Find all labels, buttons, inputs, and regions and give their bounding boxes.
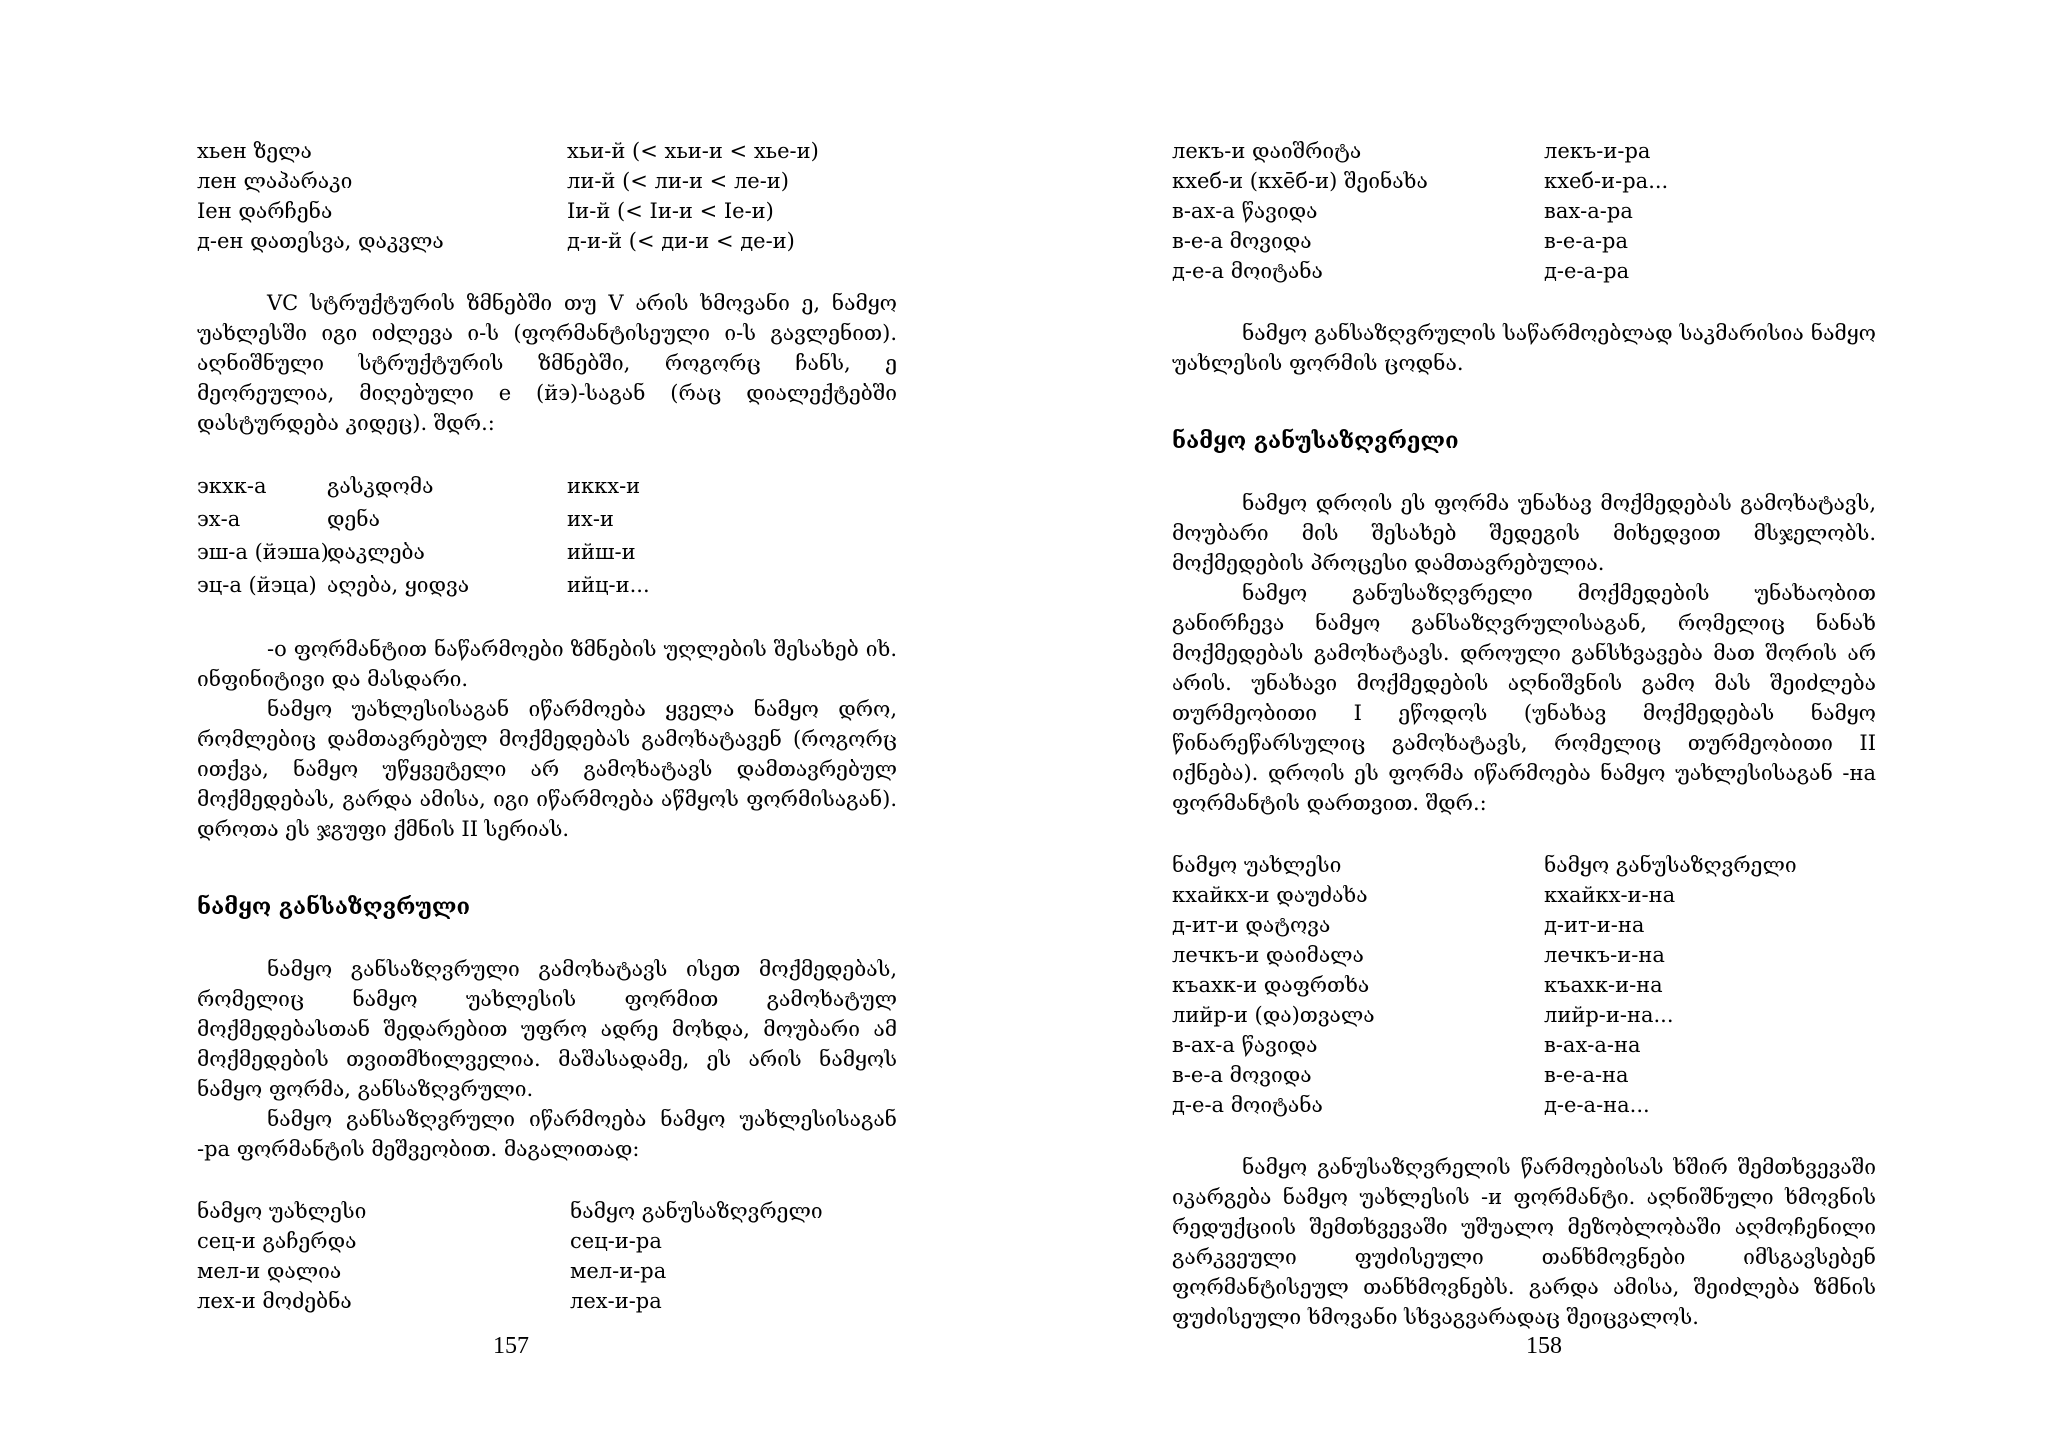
table-row: сец-и გაჩერდა сец-и-ра: [197, 1229, 662, 1253]
verb-table-5: [1172, 850, 1876, 1120]
verb-table-1: [197, 136, 897, 256]
paragraph: ნამყო განსაზღვრულის საწარმოებლად საკმარისია ნამყო უახლესის ფორმის ცოდნა.: [1172, 321, 1876, 375]
table-row: хьен ზელა хьи-й (< хьи-и < хье-и): [197, 139, 819, 163]
table-row: экхк-а გასკდომა иккх-и: [197, 474, 641, 498]
section-heading: ნამყო განსაზღვრული: [197, 894, 471, 920]
paragraph: -о ფორმანტით ნაწარმოები ზმნების უღლების შესახებ იხ. ინფინიტივი და მასდარი.: [197, 637, 897, 691]
table-row: къахк-и დაფრთხა къахк-и-на: [1172, 973, 1663, 997]
table-row: д-е-а მოიტანა д-е-а-ра: [1172, 259, 1630, 283]
table-row: кхеб-и (кхēб-и) შეინახა кхеб-и-ра...: [1172, 169, 1669, 193]
table-row: эх-а დენა их-и: [197, 507, 614, 531]
table-row: Іен დარჩენა Іи-й (< Іи-и < Іе-и): [197, 199, 774, 223]
verb-table-2: [197, 470, 897, 602]
table-row: мел-и დალია мел-и-ра: [197, 1259, 667, 1283]
table-row: в-ах-а წავიდა вах-а-ра: [1172, 199, 1633, 223]
paragraph: ნამყო უახლესისაგან იწარმოება ყველა ნამყო დრო, რომლებიც დამთავრებულ მოქმედებას გამოხატავენ (როგორც ითქვა, ნამყო უწყვეტელი არ გამოხატავს დამთავრებულ მოქმედებას, გარდა ამისა, იგი იწარმოება აწმყოს ფორმისაგან). დროთა ეს ჯგუფი ქმნის II სერიას.: [197, 697, 897, 841]
table-row: лечкъ-и დაიმალა лечкъ-и-на: [1172, 943, 1665, 967]
table-row: эц-а (йэца) აღება, ყიდვა ийц-и...: [197, 573, 650, 597]
paragraph: ნამყო განსაზღვრული გამოხატავს ისეთ მოქმედებას, რომელიც ნამყო უახლესის ფორმით გამოხატულ მოქმედებასთან შედარებით უფრო ადრე მოხდა, მოუბარი ამ მოქმედების თვითმხილველია. მაშასადამე, ეს არის ნამყოს ნამყო ფორმა, განსაზღვრული.: [197, 957, 897, 1101]
right-page-content: [1172, 136, 1876, 1332]
table-row: лен ლაპარაკი ли-й (< ли-и < ле-и): [197, 169, 789, 193]
paragraph: ნამყო განუსაზღვრელი მოქმედების უნახაობით განირჩევა ნამყო განსაზღვრულისაგან, რომელიც ნანახ მოქმედებას გამოხატავს. დროული განსხვავება მათ შორის არ არის. უნახავი მოქმედების აღნიშვნის გამო მას შეიძლება თურმეობითი I ეწოდოს (უნახავ მოქმედებას ნამყო წინარეწარსულიც გამოხატავს, რომელიც თურმეობითი II იქნება). დროის ეს ფორმა იწარმოება ნამყო უახლესისაგან -на ფორმანტის დართვით. შდრ.:: [1172, 581, 1876, 815]
table-row: эш-а (йэша) დაკლება ийш-и: [197, 540, 636, 564]
section-heading: ნამყო განუსაზღვრელი: [1172, 428, 1459, 454]
table-row: лех-и მოძებნა лех-и-ра: [197, 1289, 662, 1313]
paragraph: VC სტრუქტურის ზმნებში თუ V არის ხმოვანი ე, ნამყო უახლესში იგი იძლევა ი-ს (ფორმანტისეული ი-ს გავლენით). აღნიშნული სტრუქტურის ზმნებში, როგორც ჩანს, ე მეორეულია, მიღებული е (йэ)-საგან (რაც დიალექტებში დასტურდება კიდეც). შდრ.:: [197, 291, 897, 435]
table-row: лийр-и (და)თვალა лийр-и-на...: [1172, 1003, 1674, 1027]
right-page: [1024, 0, 2048, 1447]
table-row: д-ит-и დატოვა д-ит-и-на: [1172, 913, 1645, 937]
table-header-row: ნამყო უახლესი ნამყო განუსაზღვრელი: [1172, 853, 1797, 877]
paragraph: ნამყო განუსაზღვრელის წარმოებისას ხშირ შემთხვევაში იკარგება ნამყო უახლესის -и ფორმანტი. აღნიშნული ხმოვნის რედუქციის შემთხვევაში უშუალო მეზობლობაში აღმოჩენილი გარკვეული ფუძისეული თანხმოვნები იმსგავსებენ ფორმანტისეულ თანხმოვნებს. გარდა ამისა, შეიძლება ზმნის ფუძისეული ხმოვანი სხვაგვარადაც შეიცვალოს.: [1172, 1155, 1876, 1329]
verb-table-4: [1172, 136, 1876, 286]
left-page-content: [197, 136, 897, 1316]
table-row: в-е-а მოვიდა в-е-а-ра: [1172, 229, 1629, 253]
table-row: в-е-а მოვიდა в-е-а-на: [1172, 1063, 1629, 1087]
paragraph: ნამყო განსაზღვრული იწარმოება ნამყო უახლესისაგან -ра ფორმანტის მეშვეობით. მაგალითად:: [197, 1107, 897, 1161]
table-row: кхайкх-и დაუძახა кхайкх-и-на: [1172, 883, 1676, 907]
verb-table-3: [197, 1196, 897, 1316]
page-number: 158: [1526, 1333, 1562, 1359]
table-header-row: ნამყო უახლესი ნამყო განუსაზღვრელი: [197, 1199, 823, 1223]
table-row: в-ах-а წავიდა в-ах-а-на: [1172, 1033, 1641, 1057]
table-row: д-е-а მოიტანა д-е-а-на...: [1172, 1093, 1650, 1117]
page-number: 157: [493, 1333, 529, 1359]
table-row: лекъ-и დაიშრიტა лекъ-и-ра: [1172, 139, 1651, 163]
table-row: д-ен დათესვა, დაკვლა д-и-й (< ди-и < де-и): [197, 229, 795, 253]
paragraph: ნამყო დროის ეს ფორმა უნახავ მოქმედებას გამოხატავს, მოუბარი მის შესახებ შედეგის მიხედვით მსჯელობს. მოქმედების პროცესი დამთავრებულია.: [1172, 491, 1876, 575]
